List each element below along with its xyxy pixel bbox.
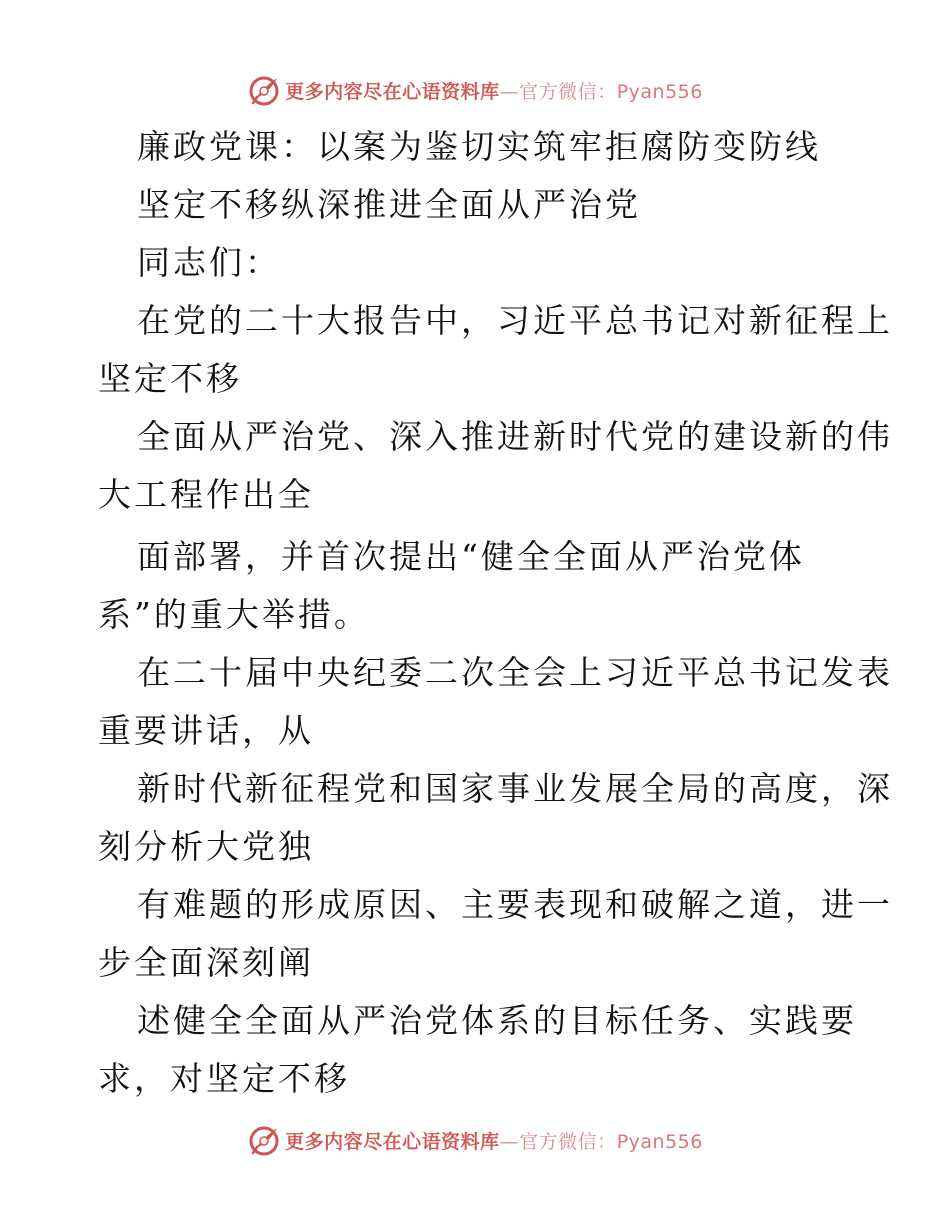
doc-line: 新时代新征程党和国家事业发展全局的高度，深	[137, 769, 893, 808]
doc-line: 系”的重大举措。	[98, 595, 370, 634]
doc-line: 在二十届中央纪委二次全会上习近平总书记发表	[137, 653, 893, 692]
doc-line: 大工程作出全	[98, 475, 314, 514]
doc-line: 有难题的形成原因、主要表现和破解之道，进一	[137, 885, 893, 924]
doc-subtitle: 坚定不移纵深推进全面从严治党	[137, 185, 641, 224]
doc-line: 坚定不移	[98, 359, 242, 398]
doc-line: 述健全全面从严治党体系的目标任务、实践要	[137, 1001, 857, 1040]
doc-line: 步全面深刻阐	[98, 943, 314, 982]
header-watermark	[0, 70, 950, 110]
feather-pen-logo-icon	[247, 73, 281, 107]
doc-salutation: 同志们：	[137, 243, 281, 282]
watermark-text: 更多内容尽在心语资料库—官方微信：Pyan556	[285, 1130, 703, 1153]
watermark-text: 更多内容尽在心语资料库—官方微信：Pyan556	[285, 80, 703, 103]
footer-watermark	[0, 1120, 950, 1160]
doc-title: 廉政党课：以案为鉴切实筑牢拒腐防变防线	[137, 127, 821, 166]
doc-line: 面部署，并首次提出“健全全面从严治党体	[137, 537, 805, 576]
doc-line: 刻分析大党独	[98, 827, 314, 866]
doc-line: 重要讲话，从	[98, 711, 314, 750]
doc-line: 求，对坚定不移	[98, 1059, 350, 1098]
doc-line: 全面从严治党、深入推进新时代党的建设新的伟	[137, 417, 893, 456]
feather-pen-logo-icon	[247, 1123, 281, 1157]
doc-line: 在党的二十大报告中，习近平总书记对新征程上	[137, 301, 893, 340]
